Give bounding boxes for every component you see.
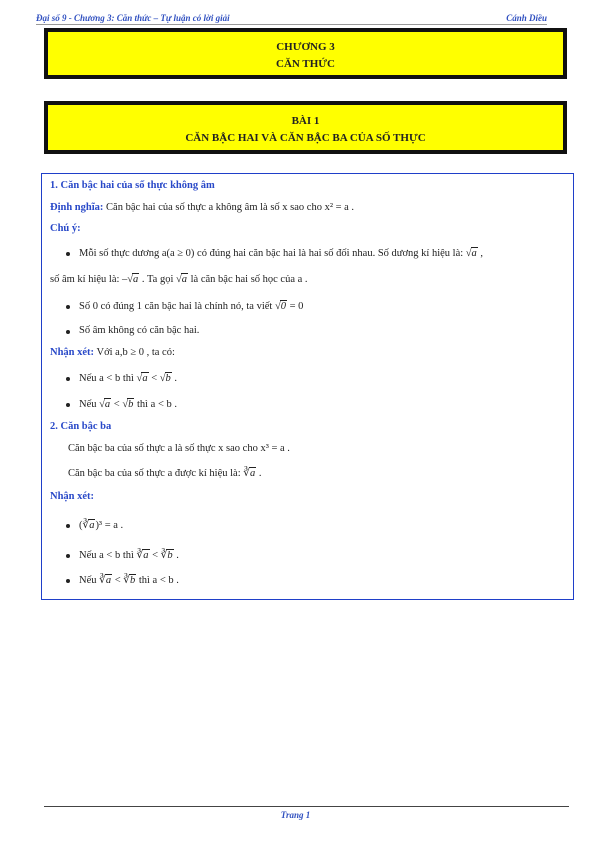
chapter-number: CHƯƠNG 3 — [276, 41, 335, 53]
cube-bullet-2: Nếu a < b thì ∛a < ∛b . — [79, 550, 179, 561]
header-right: Cánh Diều — [506, 13, 547, 23]
cbrt-a-c3: a — [105, 575, 112, 586]
sqrt-a-neg: a — [133, 274, 139, 285]
sqrt-a-arith: a — [181, 274, 188, 285]
sqrt-a-r2: a — [104, 399, 111, 410]
neg-root-label: số âm kí hiệu là: – — [50, 274, 128, 285]
definition — [50, 202, 354, 213]
remark-bullet-2-tail: thì a < b . — [134, 399, 177, 410]
lt: < — [148, 373, 160, 384]
content-box — [41, 173, 574, 600]
cube-bullet-3-tail: thì a < b . — [136, 575, 179, 586]
cube-root-notation: Căn bậc ba của số thực a được kí hiệu là: ∛a . — [68, 468, 262, 479]
note-bullet-1: Mỗi số thực dương a(a ≥ 0) có đúng hai căn bậc hai là hai số đối nhau. Số dương kí hiệu là: √a , — [79, 248, 484, 259]
section1-title: 1. Căn bậc hai của số thực không âm — [50, 180, 215, 191]
cbrt-b-c2: b — [167, 550, 173, 561]
chapter-banner — [44, 28, 567, 79]
remark-1-label: Nhận xét: — [50, 347, 95, 358]
cbrt-b-c3: b — [129, 575, 136, 586]
remark-1-text: Với a,b ≥ 0 , ta có: — [94, 347, 175, 358]
definition-label: Định nghĩa: — [50, 202, 104, 213]
cube-bullet-3: Nếu ∛a < ∛b thì a < b . — [79, 575, 179, 586]
cube-bullet-1: (∛a)³ = a . — [79, 520, 124, 531]
cbrt-a-c2: a — [143, 550, 149, 561]
header-divider — [36, 24, 547, 25]
note-bullet-3: Số âm không có căn bậc hai. — [79, 325, 200, 336]
cbrt-a: a — [249, 468, 256, 479]
lesson-title: CĂN BẬC HAI VÀ CĂN BẬC BA CỦA SỐ THỰC — [185, 132, 426, 144]
footer-divider — [44, 806, 569, 807]
remark-bullet-2: Nếu √a < √b thì a < b . — [79, 399, 177, 410]
remark-bullet-1-text: Nếu a < b thì — [79, 373, 137, 384]
note-bullet-2: Số 0 có đúng 1 căn bậc hai là chính nó, ta viết √0 = 0 — [79, 301, 304, 312]
sqrt-b-r2: b — [128, 399, 134, 410]
lt: < — [149, 550, 161, 561]
remark-bullet-1: Nếu a < b thì √a < √b . — [79, 373, 177, 384]
sqrt-a: a — [471, 248, 477, 259]
cube-root-def: Căn bậc ba của số thực a là số thực x sao cho x³ = a . — [68, 443, 290, 454]
cube-bullet-3-text: Nếu — [79, 575, 100, 586]
cube-root-notation-text: Căn bậc ba của số thực a được kí hiệu là: — [68, 468, 244, 479]
note-bullet-1-text: Mỗi số thực dương a(a ≥ 0) có đúng hai căn bậc hai là hai số đối nhau. Số dương kí hiệu là: — [79, 248, 466, 259]
remark-2-label: Nhận xét: — [50, 491, 95, 502]
lt: < — [112, 575, 124, 586]
dot: . — [256, 468, 262, 479]
chapter-title: CĂN THỨC — [276, 58, 335, 70]
remark-bullet-2-text: Nếu — [79, 399, 100, 410]
dot: . — [171, 373, 177, 384]
sqrt-a-r1: a — [142, 373, 148, 384]
definition-text: Căn bậc hai của số thực a không âm là số x sao cho x² = a . — [103, 202, 355, 213]
dot: . — [173, 550, 179, 561]
sqrt-b-r1: b — [165, 373, 171, 384]
page-header — [36, 13, 547, 23]
cube-bullet-2-text: Nếu a < b thì — [79, 550, 137, 561]
note-bullet-2-text: Số 0 có đúng 1 căn bậc hai là chính nó, ta viết — [79, 301, 275, 312]
equals-zero: = 0 — [286, 301, 304, 312]
note-bullet-1-cont: số âm kí hiệu là: –√a . Ta gọi √a là căn bậc hai số học của a . — [50, 274, 308, 285]
remark-1 — [50, 347, 175, 358]
lesson-banner — [44, 101, 567, 154]
cbrt-a-c1: a — [89, 520, 95, 531]
page-number: Trang 1 — [280, 810, 311, 820]
section2-title: 2. Căn bậc ba — [50, 421, 112, 432]
header-left: Đại số 9 - Chương 3: Căn thức – Tự luận có lời giải — [36, 13, 230, 23]
note-label: Chú ý: — [50, 223, 81, 234]
cube-bullet-1-text: )³ = a . — [95, 520, 124, 531]
call-text: . Ta gọi — [139, 274, 176, 285]
comma: , — [477, 248, 484, 259]
arith-root-text: là căn bậc hai số học của a . — [188, 274, 308, 285]
lesson-number: BÀI 1 — [291, 115, 320, 127]
lt: < — [111, 399, 123, 410]
sqrt-zero: 0 — [280, 301, 286, 312]
